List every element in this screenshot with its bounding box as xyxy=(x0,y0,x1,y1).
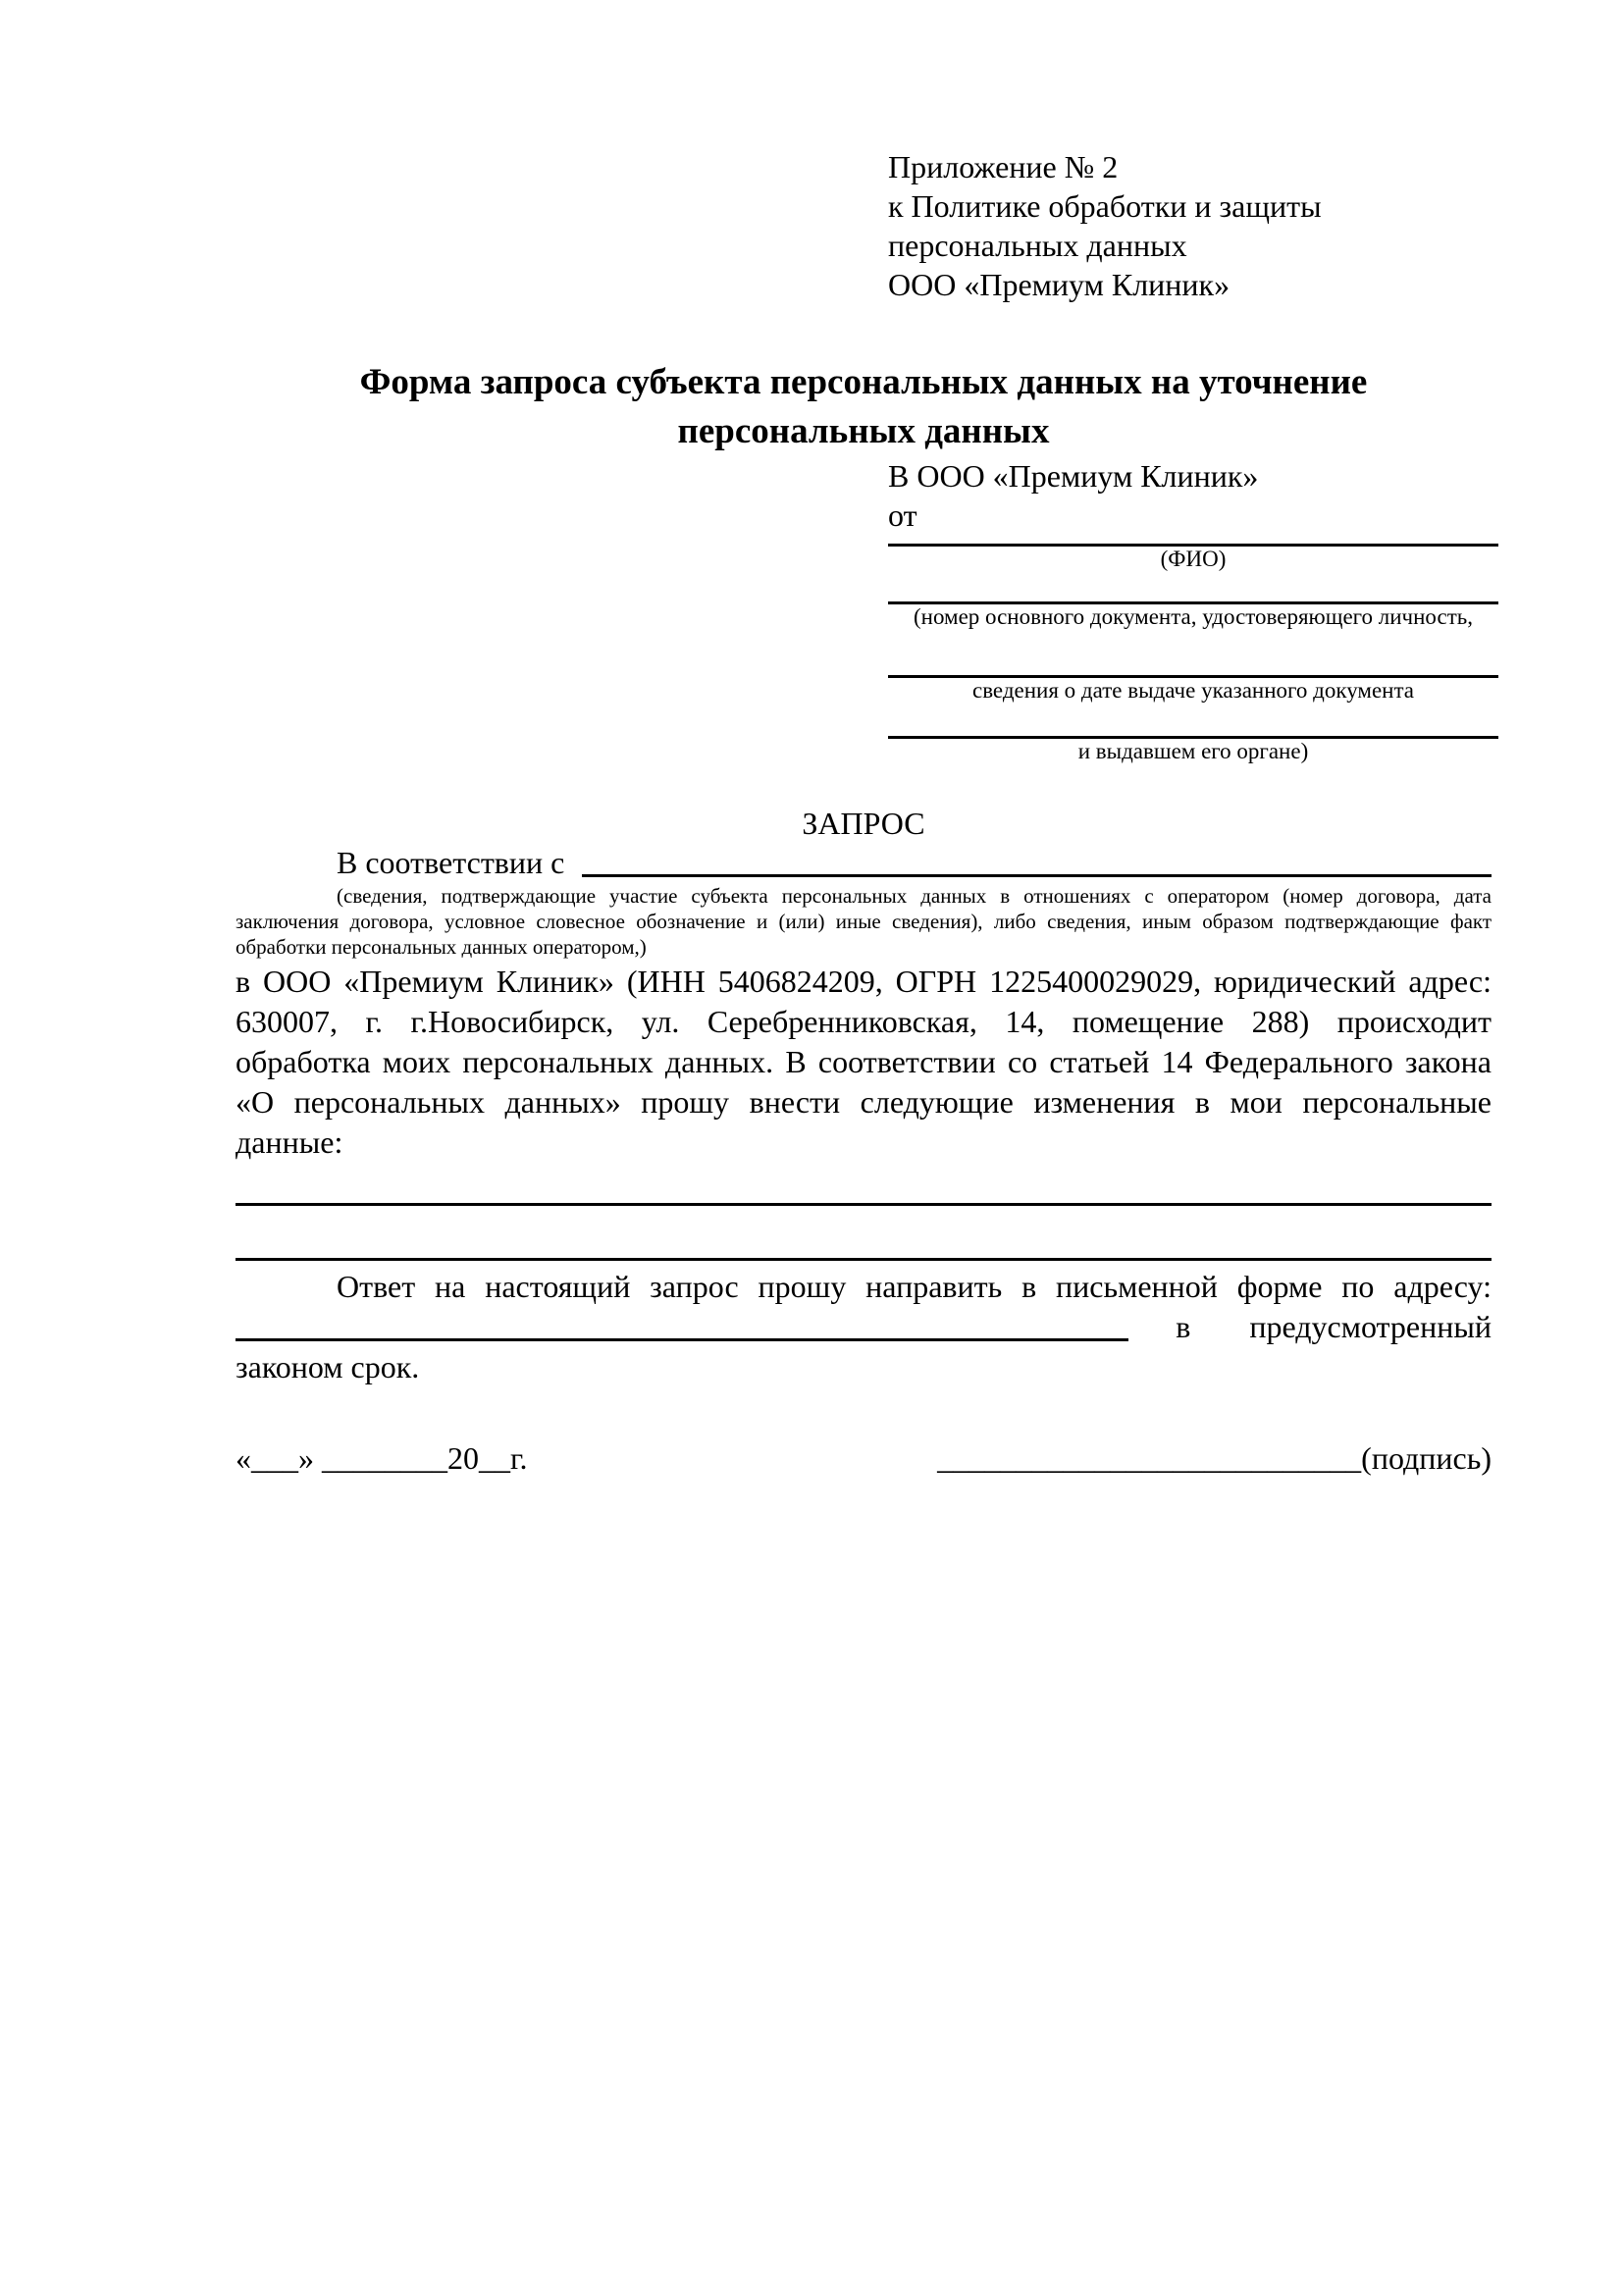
basis-row xyxy=(236,843,1492,883)
body-paragraph-line: 630007, г. г.Новосибирск, ул. Серебренниковская, 14, помещение 288) происходит xyxy=(236,1004,1492,1039)
body-paragraph-line: в ООО «Премиум Клиник» (ИНН 5406824209, ОГРН 1225400029029, юридический адрес: xyxy=(236,964,1492,999)
body-paragraph-line: обработка моих персональных данных. В соответствии со статьей 14 Федерального закона xyxy=(236,1044,1492,1079)
basis-note-line: (сведения, подтверждающие участие субъекта персональных данных в отношениях с оператором (номер договора, дата xyxy=(337,884,1492,908)
body-paragraph-line: «О персональных данных» прошу внести следующие изменения в мои персональные xyxy=(236,1084,1492,1120)
date-signature-row xyxy=(236,1438,1492,1479)
reply-paragraph-line: законом срок. xyxy=(236,1349,420,1384)
body-paragraph-line: данные: xyxy=(236,1124,343,1160)
basis-note-line: обработки персональных данных оператором,) xyxy=(236,935,647,959)
changes-blank-line-1 xyxy=(236,1171,1492,1206)
reply-paragraph-word: в xyxy=(1176,1309,1191,1344)
basis-note xyxy=(236,883,1492,960)
fio-blank-line xyxy=(888,535,1498,547)
issuing-authority-caption: и выдавшем его органе) xyxy=(1077,739,1309,763)
appendix-header-line: персональных данных xyxy=(888,228,1187,263)
addressee-recipient: В ООО «Премиум Клиник» xyxy=(888,458,1259,494)
appendix-header-line: Приложение № 2 xyxy=(888,149,1119,184)
reply-paragraph xyxy=(236,1267,1492,1387)
reply-address-blank-line xyxy=(236,1338,1128,1341)
signature-blank: ___________________________(подпись) xyxy=(937,1440,1492,1476)
issue-date-caption: сведения о дате выдаче указанного документа xyxy=(971,678,1415,703)
page-title xyxy=(236,358,1492,456)
reply-paragraph-word: предусмотренный xyxy=(1249,1309,1492,1344)
document-number-caption: (номер основного документа, удостоверяющего личность, xyxy=(913,604,1473,629)
appendix-header-line: ООО «Премиум Клиник» xyxy=(888,267,1230,302)
reply-address-row xyxy=(236,1307,1492,1347)
basis-note-line: заключения договора, условное словесное обозначение и (или) иные сведения), либо сведения, иным образом подтверждающие факт xyxy=(236,910,1492,933)
addressee-block xyxy=(888,456,1498,764)
page-title-line-2: персональных данных xyxy=(677,411,1050,451)
page-title-line-1: Форма запроса субъекта персональных данных на уточнение xyxy=(359,362,1368,402)
addressee-from-label: от xyxy=(888,497,917,533)
request-heading: ЗАПРОС xyxy=(802,806,925,841)
basis-blank-line xyxy=(582,874,1492,877)
document-number-blank-line xyxy=(888,572,1498,604)
basis-label: В соответствии с xyxy=(337,845,573,880)
body-paragraph xyxy=(236,962,1492,1163)
issue-date-blank-line xyxy=(888,630,1498,678)
appendix-header-line: к Политике обработки и защиты xyxy=(888,188,1322,224)
reply-paragraph-line: Ответ на настоящий запрос прошу направить в письменной форме по адресу: xyxy=(337,1269,1492,1304)
issuing-authority-blank-line xyxy=(888,704,1498,739)
appendix-header xyxy=(888,147,1506,304)
fio-caption: (ФИО) xyxy=(1160,547,1227,571)
changes-blank-line-2 xyxy=(236,1206,1492,1261)
date-blank: «___» ________20__г. xyxy=(236,1440,528,1476)
